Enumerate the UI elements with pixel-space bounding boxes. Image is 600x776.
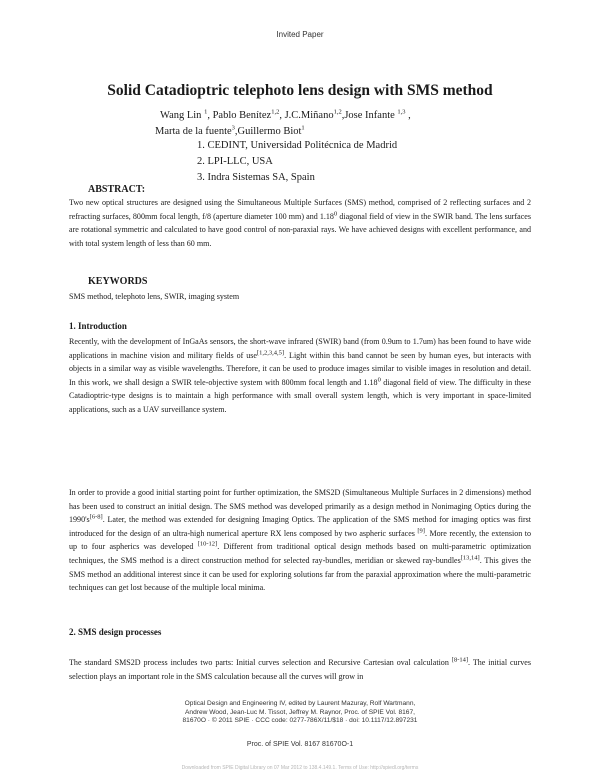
publication-footer bbox=[0, 700, 600, 726]
author-list bbox=[70, 108, 540, 139]
text-run: . Later, the method was extended for designing Imaging Optics. The application of the SMS method for imaging optics was first introduced for the design of an ultra-high numerical aperture RX lens composed by two aspheric surfaces bbox=[69, 515, 531, 538]
intro-paragraph-2 bbox=[69, 486, 531, 595]
author-name: Wang Lin bbox=[160, 110, 202, 121]
affiliation-item: 1. CEDINT, Universidad Politécnica de Madrid bbox=[197, 140, 398, 151]
author-name: Marta de la fuente bbox=[155, 125, 232, 137]
text-run: . This gives the SMS method an additional interest since it can be used for exploring solutions far from the paraxial approximation where the multi-parametric techniques can get lost because of the multiple local minima. bbox=[69, 555, 531, 593]
page-number: Proc. of SPIE Vol. 8167 81670O-1 bbox=[246, 741, 354, 748]
download-notice: Downloaded from SPIE Digital Library on 07 Mar 2012 to 138.4.149.1. Terms of Use: http://spiedl.org/terms bbox=[181, 765, 419, 771]
author-name: Pablo Benítez bbox=[212, 110, 272, 121]
text-run: . Different from traditional optical design methods based on multi-parametric optimization techniques, the SMS method is a direct construction method for selected ray-bundles, meridian or skewed ray-bundles bbox=[69, 542, 531, 565]
text-run: Recently, with the development of InGaAs sensors, the short-wave infrared (SWIR) band (from 0.9um to 1.7um) has been found to have wide applications in machine vision and military fields of use bbox=[69, 337, 531, 360]
superscript: 0 bbox=[377, 376, 381, 384]
abstract-text bbox=[69, 196, 531, 250]
text-run: In order to provide a good initial starting point for further optimization, the SMS2D (Simultaneous Multiple Surfaces in 2 dimensions) method has been used to construct an initial design. The SMS method was developed primarily as a design method in Nonimaging Optics during the 1990's bbox=[69, 488, 531, 525]
section-heading-sms-design: 2. SMS design processes bbox=[69, 627, 162, 637]
footer-line: Andrew Wood, Jean-Luc M. Tissot, Jeffrey M. Raynor, Proc. of SPIE Vol. 8167, bbox=[185, 708, 415, 716]
text-run: Two new optical structures are designed using the Simultaneous Multiple Surfaces (SMS) method, comprised of 2 reflecting surfaces and 2 refracting surfaces, 800mm focal length, f/8 (aperture diameter 100 mm) and 1.18 bbox=[69, 198, 531, 221]
author-name: Guillermo Biot bbox=[237, 125, 302, 137]
text-run: . The initial curves selection plays an important role in the SMS calculation because all the curves will grow in bbox=[69, 658, 531, 681]
abstract-heading: ABSTRACT: bbox=[88, 184, 146, 195]
citation-ref: [10-12] bbox=[197, 540, 218, 548]
text-run: The standard SMS2D process includes two parts: Initial curves selection and Recursive Cartesian oval calculation bbox=[69, 658, 452, 667]
author-affil-ref: 1,2 bbox=[271, 108, 280, 116]
author-line-1: Wang Lin $^1$, Pablo Benítez$^{1,2}$, J.C.Miñano$^{1,2}$,Jose Infante $^{1,3}$ , bbox=[160, 108, 411, 121]
author-name: Jose Infante bbox=[344, 110, 395, 121]
text-run: . Light within this band cannot be seen by human eyes, but interacts with objects in a similar way as visible wavelengths. Therefore, it can be used to produce images similar to visible images in resolution and detail. In this work, we shall design a SWIR tele-objective system with 800mm focal length and 1.18 bbox=[69, 350, 531, 387]
affiliation-list bbox=[197, 138, 397, 185]
intro-paragraph-1 bbox=[69, 335, 531, 417]
paper-title: Solid Catadioptric telephoto lens design with SMS method bbox=[107, 82, 493, 99]
footer-line: Optical Design and Engineering IV, edited by Laurent Mazuray, Rolf Wartmann, bbox=[184, 700, 416, 707]
author-affil-ref: 3 bbox=[231, 124, 235, 131]
text-run: . More recently, the extension to up to four aspherics was developed bbox=[69, 528, 531, 552]
citation-ref: [9] bbox=[417, 527, 425, 535]
sms-paragraph-1 bbox=[69, 656, 531, 683]
author-affil-ref: 1 bbox=[204, 108, 208, 116]
author-line-2: Marta de la fuente$^3$,Guillermo Biot$^1$ bbox=[155, 124, 305, 137]
invited-paper-label: Invited Paper bbox=[276, 30, 324, 39]
citation-ref: [1,2,3,4,5] bbox=[256, 348, 285, 356]
superscript: 0 bbox=[333, 209, 338, 217]
keywords-text: SMS method, telephoto lens, SWIR, imaging system bbox=[69, 292, 240, 301]
author-affil-ref: 1,3 bbox=[397, 108, 406, 116]
section-heading-introduction: 1. Introduction bbox=[69, 321, 127, 331]
citation-ref: [6-8] bbox=[89, 513, 103, 521]
author-affil-ref: 1 bbox=[301, 124, 305, 131]
affiliation-item: 3. Indra Sistemas SA, Spain bbox=[197, 171, 315, 183]
affiliation-item: 2. LPI-LLC, USA bbox=[197, 155, 273, 167]
footer-line: 81670O · © 2011 SPIE · CCC code: 0277-786X/11/$18 · doi: 10.1117/12.897231 bbox=[182, 717, 418, 725]
author-name: J.C.Miñano bbox=[284, 110, 334, 121]
text-run: diagonal field of view in the SWIR band. The lens surfaces are rotational symmetric and calculated to have good control of non-paraxial rays. We have achieved designs with excellent performance, and with total system length of less than 60 mm. bbox=[69, 211, 531, 248]
text-run: diagonal field of view. The difficulty in these Catadioptric-type designs is to maintain a high performance with small overall system length, which is very important in space-limited applications, such as a UAV surveillance system. bbox=[69, 377, 531, 414]
keywords-heading: KEYWORDS bbox=[88, 276, 148, 287]
citation-ref: [8-14] bbox=[451, 656, 469, 664]
citation-ref: [13,14] bbox=[460, 554, 480, 562]
author-affil-ref: 1,2 bbox=[333, 108, 342, 116]
